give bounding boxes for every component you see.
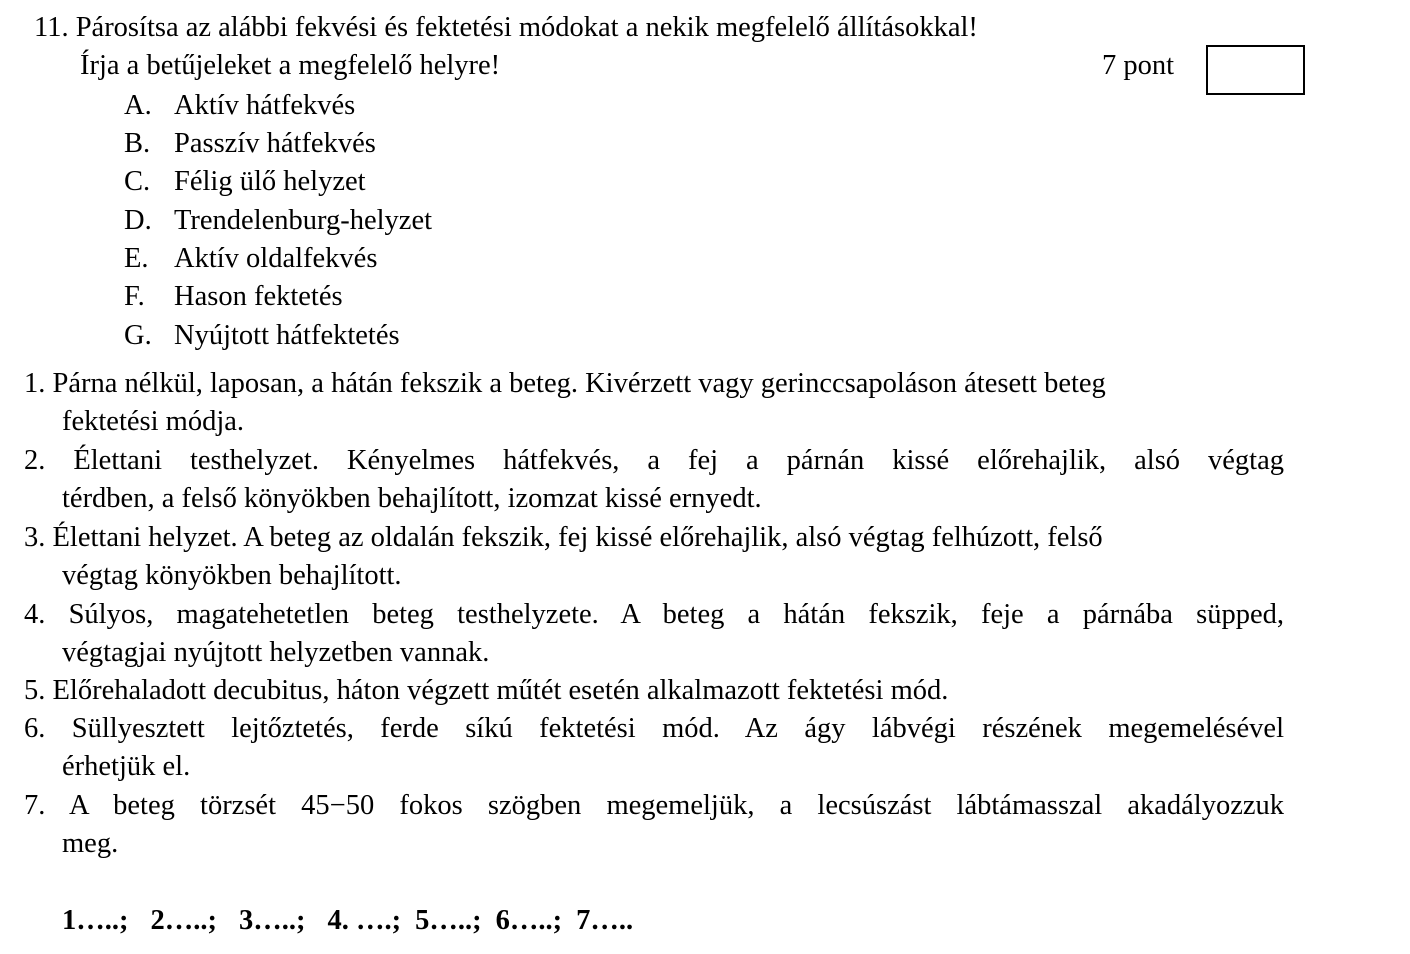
statement-text: 7. A beteg törzsét 45−50 fokos szögben megemeljük, a lecsúszást lábtámasszal akadályozzuk	[24, 790, 1284, 821]
statement-text: 5. Előrehaladott decubitus, háton végzett műtét esetén alkalmazott fektetési mód.	[24, 675, 949, 706]
statement-6	[24, 710, 1284, 787]
option-b	[124, 125, 376, 163]
question-title: 11. Párosítsa az alábbi fekvési és fektetési módokat a nekik megfelelő állításokkal!	[34, 12, 978, 43]
statement-continuation: érhetjük el.	[62, 751, 191, 783]
statement-continuation: végtag könyökben behajlított.	[62, 560, 402, 592]
statement-continuation: végtagjai nyújtott helyzetben vannak.	[62, 637, 490, 669]
question-instruction: Írja a betűjeleket a megfelelő helyre!	[80, 50, 501, 81]
answer-slot-6[interactable]: 6…..;	[495, 905, 563, 936]
option-f	[124, 278, 343, 316]
statement-1	[24, 365, 1284, 442]
option-letter: B.	[124, 128, 151, 159]
points-label: 7 pont	[1102, 50, 1175, 81]
statement-2	[24, 442, 1284, 519]
answer-slot-2[interactable]: 2…..;	[150, 905, 217, 936]
statement-text: 4. Súlyos, magatehetetlen beteg testhelyzete. A beteg a hátán fekszik, feje a párnába süpped,	[24, 599, 1284, 630]
statement-text: 3. Élettani helyzet. A beteg az oldalán fekszik, fej kissé előrehajlik, alsó végtag felhúzott, felső	[24, 522, 1103, 553]
option-a	[124, 87, 355, 125]
option-d	[124, 202, 432, 240]
statement-text: 6. Süllyesztett lejtőztetés, ferde síkú fektetési mód. Az ágy lábvégi részének megemelésével	[24, 713, 1284, 744]
option-letter: C.	[124, 166, 151, 197]
option-text: Aktív oldalfekvés	[174, 243, 378, 274]
option-g	[124, 317, 400, 355]
option-text: Hason fektetés	[174, 281, 343, 312]
answer-slot-5[interactable]: 5…..;	[415, 905, 482, 936]
statement-text: 1. Párna nélkül, laposan, a hátán fekszik a beteg. Kivérzett vagy gerinccsapoláson átesett beteg	[24, 368, 1106, 399]
option-letter: D.	[124, 205, 152, 236]
answer-line	[62, 902, 633, 940]
option-letter: E.	[124, 243, 149, 274]
answer-slot-4[interactable]: 4. ….;	[327, 905, 402, 936]
answer-slot-3[interactable]: 3…..;	[239, 905, 306, 936]
statement-7	[24, 787, 1284, 864]
option-c	[124, 163, 366, 201]
option-e	[124, 240, 377, 278]
option-letter: A.	[124, 90, 152, 121]
statement-3	[24, 519, 1284, 596]
statement-continuation: fektetési módja.	[62, 406, 245, 438]
statement-text: 2. Élettani testhelyzet. Kényelmes hátfekvés, a fej a párnán kissé előrehajlik, alsó végtag	[24, 445, 1284, 476]
option-letter: G.	[124, 320, 152, 351]
statement-continuation: meg.	[62, 828, 119, 860]
option-text: Félig ülő helyzet	[174, 166, 366, 197]
option-text: Nyújtott hátfektetés	[174, 320, 400, 351]
answer-slot-1[interactable]: 1…..;	[62, 905, 129, 936]
statement-5	[24, 672, 1284, 710]
answer-slot-7[interactable]: 7…..	[576, 905, 634, 936]
option-text: Passzív hátfekvés	[174, 128, 376, 159]
option-letter: F.	[124, 281, 145, 312]
option-text: Aktív hátfekvés	[174, 90, 356, 121]
statement-continuation: térdben, a felső könyökben behajlított, izomzat kissé ernyedt.	[62, 483, 762, 515]
option-text: Trendelenburg-helyzet	[174, 205, 433, 236]
statement-4	[24, 596, 1284, 673]
score-box[interactable]	[1206, 45, 1305, 95]
